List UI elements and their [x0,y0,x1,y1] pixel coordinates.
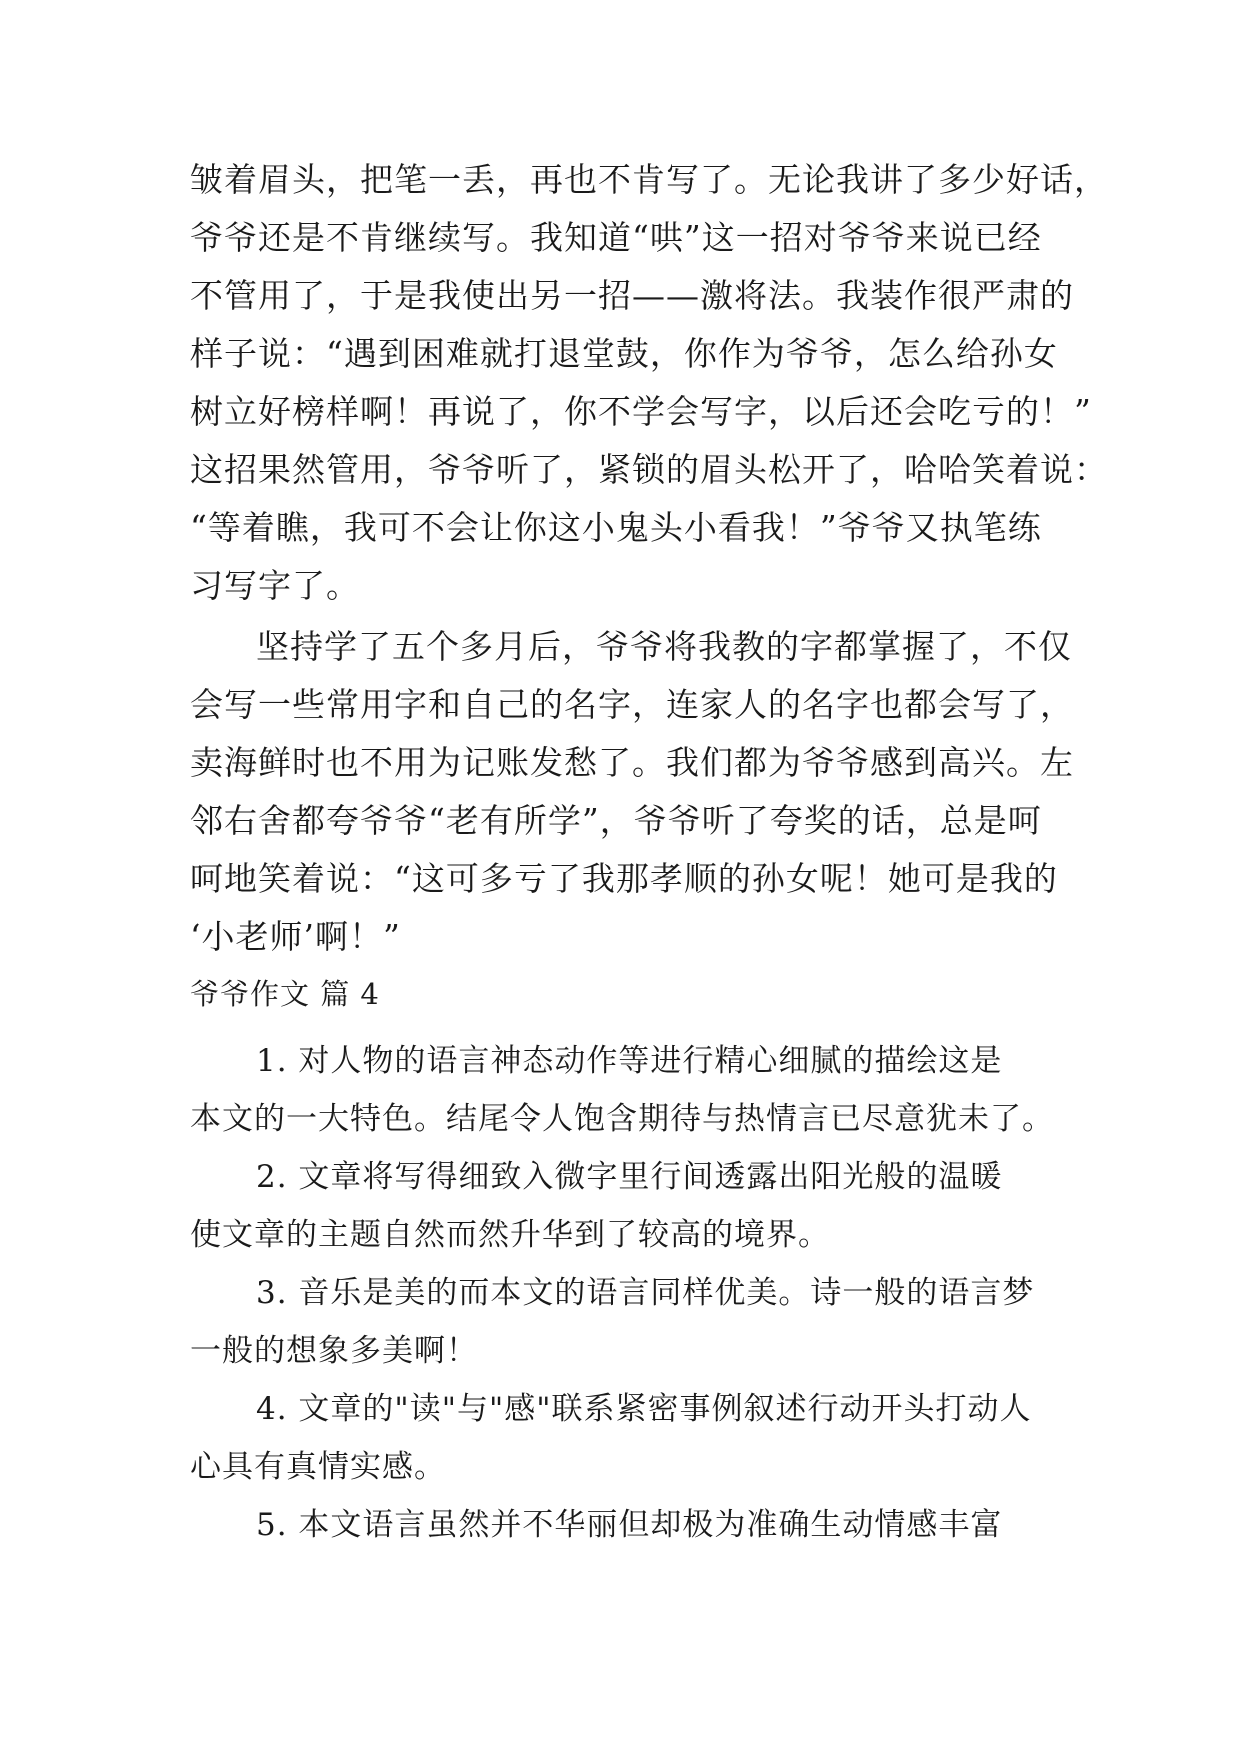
text-line: 卖海鲜时也不用为记账发愁了。我们都为爷爷感到高兴。左 [190,743,1074,782]
text-line: 使文章的主题自然而然升华到了较高的境界。 [190,1217,830,1253]
text-line: 本文的一大特色。结尾令人饱含期待与热情言已尽意犹未了。 [190,1101,1054,1137]
comment-item-5 [190,1496,1060,1554]
text-line: ‘小老师’啊！” [190,917,401,956]
text-line: 会写一些常用字和自己的名字，连家人的名字也都会写了， [190,685,1074,724]
comment-item-1 [190,1032,1060,1148]
section-heading [190,968,1060,1020]
text-line: 不管用了，于是我使出另一招——激将法。我装作很严肃的 [190,276,1074,315]
text-line: 这招果然管用，爷爷听了，紧锁的眉头松开了，哈哈笑着说： [190,450,1108,489]
text-line: 习写字了。 [190,566,360,605]
text-line: 4. 文章的"读"与"感"联系紧密事例叙述行动开头打动人 [256,1391,1032,1427]
comment-item-3 [190,1264,1060,1380]
text-line: 心具有真情实感。 [190,1449,446,1485]
text-line: 1. 对人物的语言神态动作等进行精心细腻的描绘这是 [256,1043,1003,1079]
text-line: “等着瞧，我可不会让你这小鬼头小看我！”爷爷又执笔练 [190,508,1042,547]
text-line: 样子说：“遇到困难就打退堂鼓，你作为爷爷，怎么给孙女 [190,334,1058,373]
text-line: 坚持学了五个多月后，爷爷将我教的字都掌握了，不仅 [256,627,1072,666]
section-heading-text: 爷爷作文 篇 4 [190,977,380,1011]
text-line: 3. 音乐是美的而本文的语言同样优美。诗一般的语言梦 [256,1275,1035,1311]
text-line: 邻右舍都夸爷爷“老有所学”，爷爷听了夸奖的话，总是呵 [190,801,1042,840]
text-line: 一般的想象多美啊！ [190,1333,478,1369]
text-line: 皱着眉头，把笔一丢，再也不肯写了。无论我讲了多少好话， [190,160,1108,199]
comment-item-4 [190,1380,1060,1496]
paragraph-grandpa-quits-writing [190,151,1108,615]
text-line: 2. 文章将写得细致入微字里行间透露出阳光般的温暖 [256,1159,1003,1195]
text-line: 呵地笑着说：“这可多亏了我那孝顺的孙女呢！她可是我的 [190,859,1058,898]
text-line: 5. 本文语言虽然并不华丽但却极为准确生动情感丰富 [256,1507,1003,1543]
text-line: 爷爷还是不肯继续写。我知道“哄”这一招对爷爷来说已经 [190,218,1042,257]
paragraph-grandpa-mastered-writing [190,618,1074,966]
text-line: 树立好榜样啊！再说了，你不学会写字，以后还会吃亏的！” [190,392,1092,431]
comment-item-2 [190,1148,1060,1264]
